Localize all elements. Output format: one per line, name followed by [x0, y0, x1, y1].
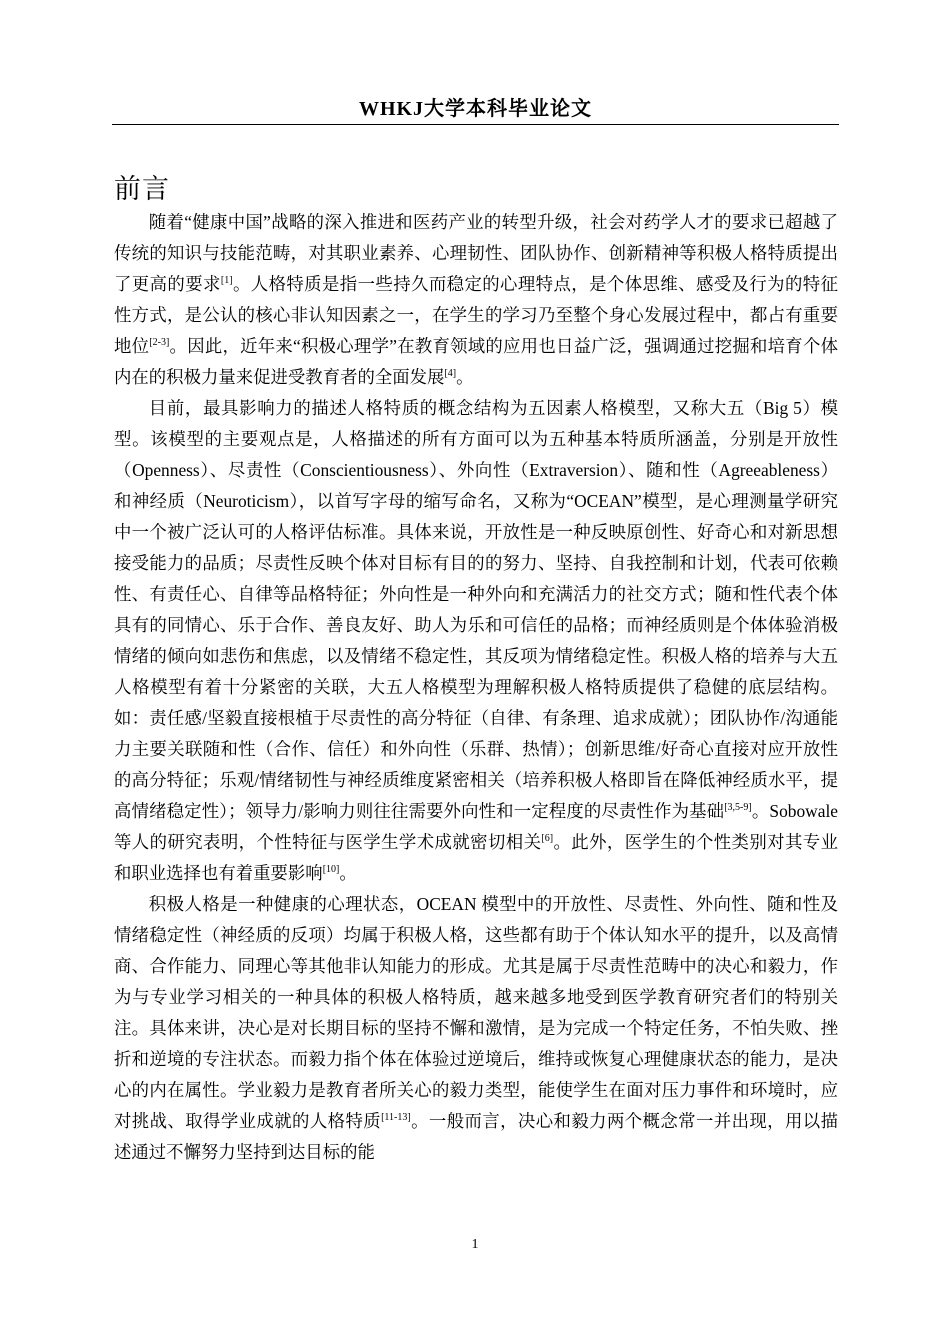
text-run: 目前，最具影响力的描述人格特质的概念结构为五因素人格模型，又称大五（Big 5）模型。该模型的主要观点是，人格描述的所有方面可以为五种基本特质所涵盖，分别是开放性（Openness）、尽责性（Conscientiousness）、外向性（Extraversion）、随和性（Agreeableness）和神经质（Neuroticism），以首写字母的缩写命名，又称为“OCEAN”模型，是心理测量学研究中一个被广泛认可的人格评估标准。具体来说，开放性是一种反映原创性、好奇心和对新思想接受能力的品质；尽责性反映个体对目标有目的的努力、坚持、自我控制和计划，代表可依赖性、有责任心、自律等品格特征；外向性是一种外向和充满活力的社交方式；随和性代表个体具有的同情心、乐于合作、善良友好、助人为乐和可信任的品格；而神经质则是个体体验消极情绪的倾向如悲伤和焦虑，以及情绪不稳定性，其反项为情绪稳定性。积极人格的培养与大五人格模型有着十分紧密的关联，大五人格模型为理解积极人格特质提供了稳健的底层结构。如：责任感/坚毅直接根植于尽责性的高分特征（自律、有条理、追求成就）；团队协作/沟通能力主要关联随和性（合作、信任）和外向性（乐群、热情）；创新思维/好奇心直接对应开放性的高分特征；乐观/情绪韧性与神经质维度紧密相关（培养积极人格即旨在降低神经质水平，提高情绪稳定性）；领导力/影响力则往往需要外向性和一定程度的尽责性作为基础 [114, 398, 838, 821]
text-run: 。人格特质是指一些持久而稳定的心理特点，是个体思维、感受及行为的特征性方式，是公认的核心非认知因素之一，在学生的学习乃至整个身心发展过程中，都占有重要地位 [114, 274, 838, 356]
citation-superscript: [3,5-9] [724, 802, 752, 814]
running-header: WHKJ大学本科毕业论文 [358, 98, 593, 120]
text-run: 。Sobowale等人的研究表明，个性特征与医学生学术成就密切相关 [114, 801, 838, 852]
paragraph-3 [114, 889, 838, 1168]
citation-superscript: [1] [220, 275, 233, 287]
section-title: 前言 [114, 174, 170, 205]
citation-superscript: [4] [444, 368, 457, 380]
citation-superscript: [10] [322, 864, 340, 876]
paragraph-1 [114, 207, 838, 393]
citation-superscript: [6] [541, 833, 554, 845]
text-run: 。一般而言，决心和毅力两个概念常一并出现，用以描述通过不懈努力坚持到达目标的能 [114, 1111, 838, 1162]
body-text [114, 207, 838, 1168]
header-rule [112, 124, 839, 125]
paragraph-2 [114, 393, 838, 889]
text-run: 积极人格是一种健康的心理状态，OCEAN 模型中的开放性、尽责性、外向性、随和性及情绪稳定性（神经质的反项）均属于积极人格，这些都有助于个体认知水平的提升，以及高情商、合作能力、同理心等其他非认知能力的形成。尤其是属于尽责性范畴中的决心和毅力，作为与专业学习相关的一种具体的积极人格特质，越来越多地受到医学教育研究者们的特别关注。具体来讲，决心是对长期目标的坚持不懈和激情，是为完成一个特定任务，不怕失败、挫折和逆境的专注状态。而毅力指个体在体验过逆境后，维持或恢复心理健康状态的能力，是决心的内在属性。学业毅力是教育者所关心的毅力类型，能使学生在面对压力事件和环境时，应对挑战、取得学业成就的人格特质 [114, 894, 838, 1131]
text-run: 。 [456, 367, 474, 387]
text-run: 。此外，医学生的个性类别对其专业和职业选择也有着重要影响 [114, 832, 838, 883]
text-run: 。 [339, 863, 357, 883]
page-number: 1 [471, 1237, 479, 1252]
text-run: 。因此，近年来“积极心理学”在教育领域的应用也日益广泛，强调通过挖掘和培育个体内在的积极力量来促进受教育者的全面发展 [114, 336, 838, 387]
citation-superscript: [2-3] [149, 337, 170, 349]
citation-superscript: [11-13] [381, 1112, 411, 1124]
text-run: 随着“健康中国”战略的深入推进和医药产业的转型升级，社会对药学人才的要求已超越了传统的知识与技能范畴，对其职业素养、心理韧性、团队协作、创新精神等积极人格特质提出了更高的要求 [114, 212, 838, 294]
